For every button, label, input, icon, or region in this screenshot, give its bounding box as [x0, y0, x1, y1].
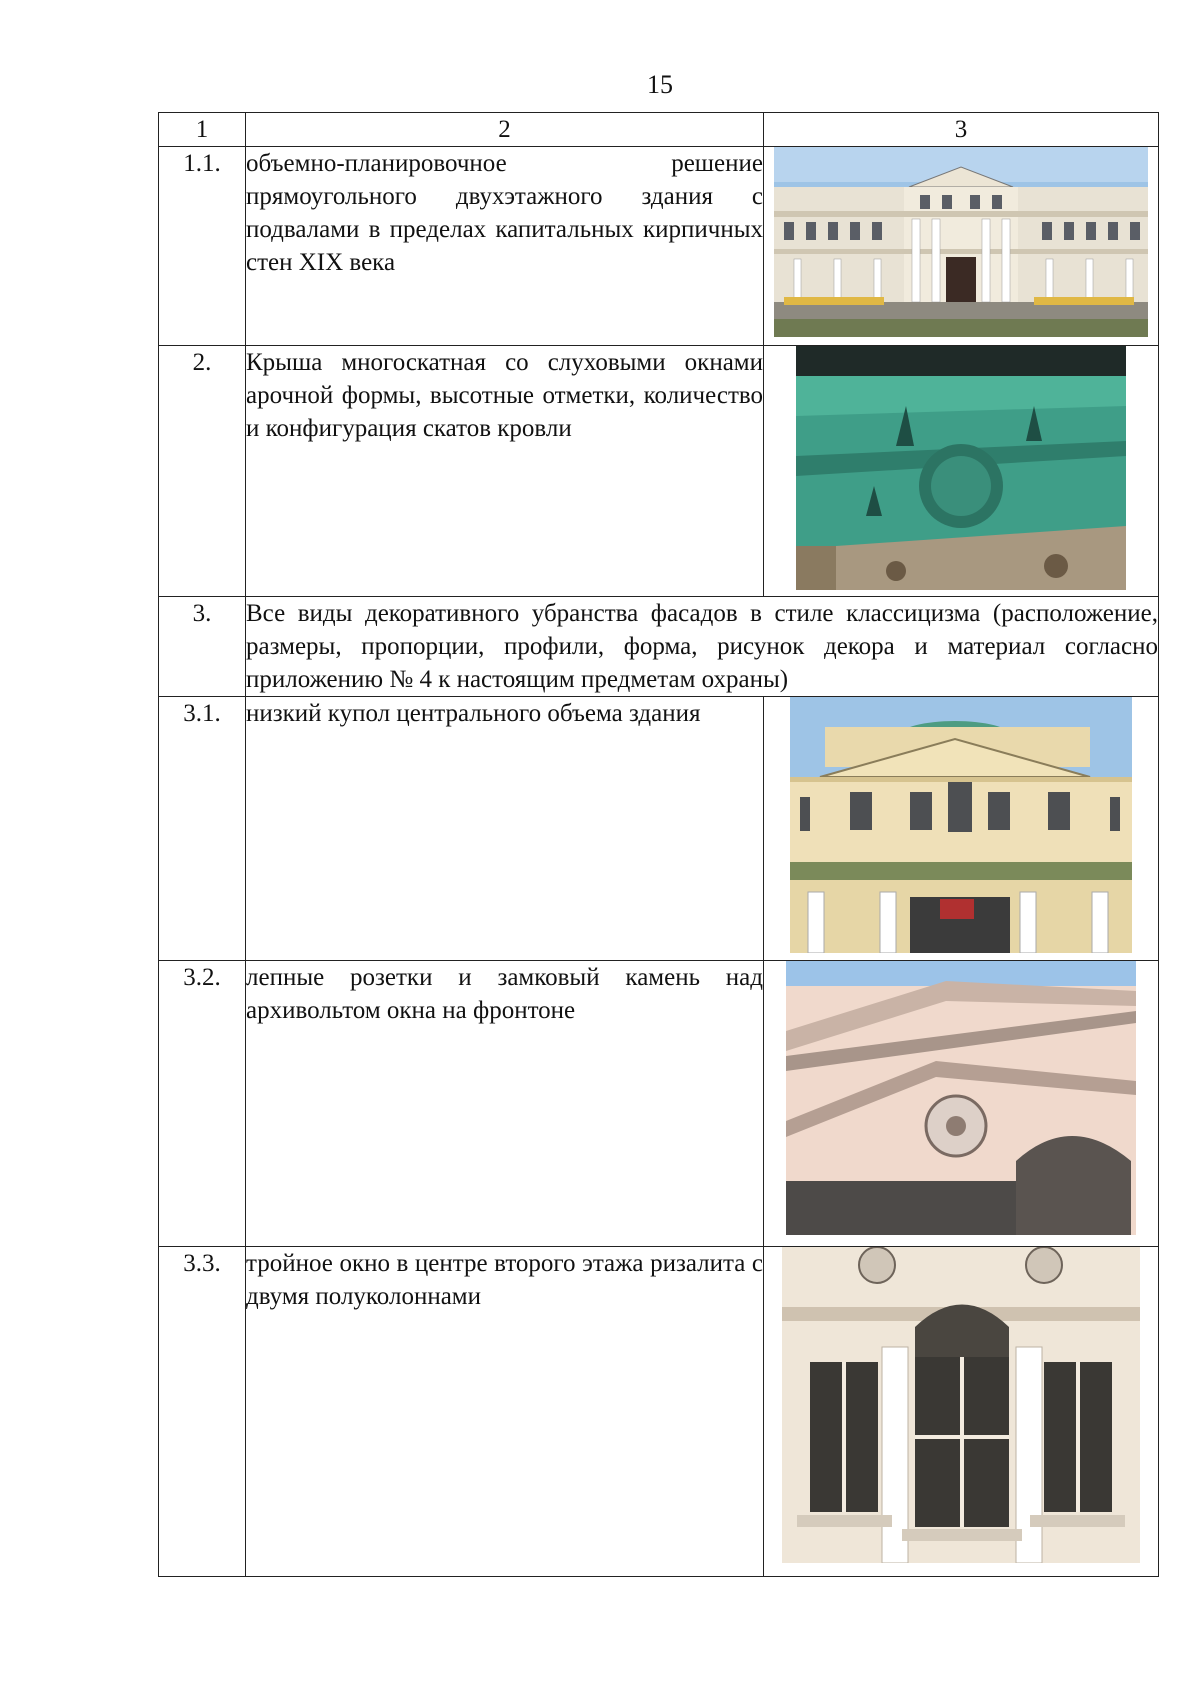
row-description: Все виды декоративного убранства фасадов в стиле классицизма (расположение, размеры, пропорции, профили, форма, рисунок декора и материал согласно приложению № 4 к настоящим предметам охраны) — [246, 597, 1159, 697]
table-row — [159, 961, 1159, 1247]
triple-window-photo — [782, 1247, 1140, 1563]
header-col-1: 1 — [159, 113, 246, 147]
row-number: 3.2. — [159, 961, 246, 1247]
header-col-2: 2 — [246, 113, 764, 147]
row-number: 2. — [159, 346, 246, 597]
photo-cell — [764, 147, 1159, 346]
table-row — [159, 1247, 1159, 1577]
row-description: низкий купол центрального объема здания — [246, 697, 764, 961]
row-description: объемно-планировочное решение прямоугольного двухэтажного здания с подвалами в пределах капитальных кирпичных стен XIX века — [246, 147, 764, 346]
header-col-3: 3 — [764, 113, 1159, 147]
protected-items-table — [158, 112, 1159, 1577]
row-number: 1.1. — [159, 147, 246, 346]
green-roof-photo — [796, 346, 1126, 590]
page-number: 15 — [647, 70, 673, 99]
photo-cell — [764, 346, 1159, 597]
photo-cell — [764, 1247, 1159, 1577]
central-dome-photo — [790, 697, 1132, 953]
table-header-row — [159, 113, 1159, 147]
row-number: 3.1. — [159, 697, 246, 961]
pediment-rosette-photo — [786, 961, 1136, 1235]
table-row — [159, 147, 1159, 346]
row-number: 3. — [159, 597, 246, 697]
row-number: 3.3. — [159, 1247, 246, 1577]
table-row — [159, 346, 1159, 597]
photo-cell — [764, 697, 1159, 961]
building-facade-photo — [774, 147, 1148, 337]
row-description: Крыша многоскатная со слуховыми окнами арочной формы, высотные отметки, количество и конфигурация скатов кровли — [246, 346, 764, 597]
table-row — [159, 597, 1159, 697]
photo-cell — [764, 961, 1159, 1247]
row-description: лепные розетки и замковый камень над архивольтом окна на фронтоне — [246, 961, 764, 1247]
table-row — [159, 697, 1159, 961]
row-description: тройное окно в центре второго этажа ризалита с двумя полуколоннами — [246, 1247, 764, 1577]
